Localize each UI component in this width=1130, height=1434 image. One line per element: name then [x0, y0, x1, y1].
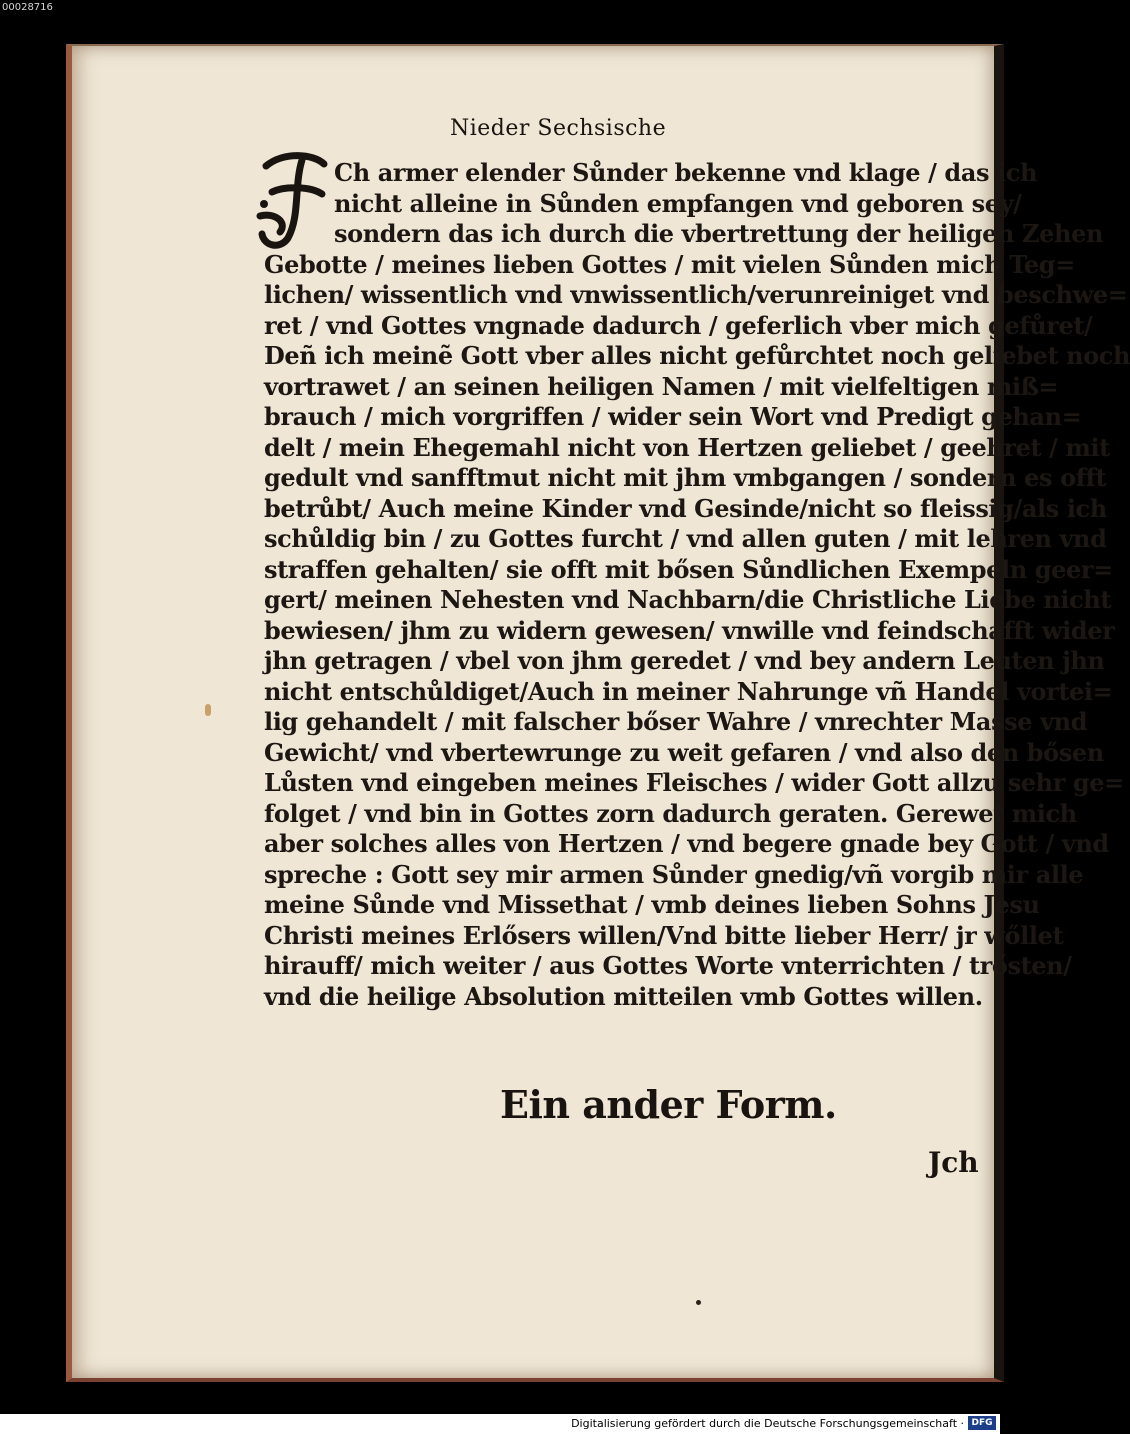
text-line: sondern das ich durch die vbertrettung der heiligen Zehen: [334, 219, 1104, 248]
text-line: vortrawet / an seinen heiligen Namen / mit vielfeltigen miß=: [264, 372, 1059, 401]
decorated-initial: [254, 146, 324, 254]
footer-bar: [0, 1414, 1000, 1434]
text-line: Lůsten vnd eingeben meines Fleisches / wider Gott allzu sehr ge=: [264, 768, 1124, 797]
text-line: nicht alleine in Sůnden empfangen vnd geboren sey/: [334, 189, 1022, 218]
text-line: aber solches alles von Hertzen / vnd begere gnade bey Gott / vnd: [264, 829, 1109, 858]
text-line: lig gehandelt / mit falscher bőser Wahre / vnrechter Masse vnd: [264, 707, 1088, 736]
text-line: jhn getragen / vbel von jhm geredet / vnd bey andern Leuten jhn: [264, 646, 1105, 675]
text-line: Deñ ich meinẽ Gott vber alles nicht gefůrchtet noch geliebet noch: [264, 341, 1130, 370]
text-line: hirauff/ mich weiter / aus Gottes Worte vnterrichten / trősten/: [264, 951, 1072, 980]
text-line: brauch / mich vorgriffen / wider sein Wort vnd Predigt gehan=: [264, 402, 1082, 431]
text-line: straffen gehalten/ sie offt mit bősen Sůndlichen Exempeln geer=: [264, 555, 1113, 584]
text-line: folget / vnd bin in Gottes zorn dadurch geraten. Gerewet mich: [264, 799, 1077, 828]
text-line: nicht entschůldiget/Auch in meiner Nahrunge vñ Handel vortei=: [264, 677, 1113, 706]
text-line: Gebotte / meines lieben Gottes / mit vielen Sůnden mich Teg=: [264, 250, 1075, 279]
scan-id: 00028716: [2, 2, 53, 13]
text-line: meine Sůnde vnd Missethat / vmb deines lieben Sohns Jesu: [264, 890, 1040, 919]
text-line: bewiesen/ jhm zu widern gewesen/ vnwille vnd feindschafft wider: [264, 616, 1115, 645]
paper-speck: [205, 704, 211, 716]
text-line: gedult vnd sanfftmut nicht mit jhm vmbgangen / sondern es offt: [264, 463, 1107, 492]
text-line: ret / vnd Gottes vngnade dadurch / geferlich vber mich gefůret/: [264, 311, 1093, 340]
section-heading: Ein ander Form.: [500, 1082, 837, 1127]
ink-dot: [696, 1300, 701, 1305]
text-line: spreche : Gott sey mir armen Sůnder gnedig/vñ vorgib mir alle: [264, 860, 1084, 889]
text-line: schůldig bin / zu Gottes furcht / vnd allen guten / mit lehren vnd: [264, 524, 1107, 553]
text-line: Christi meines Erlősers willen/Vnd bitte lieber Herr/ jr wőllet: [264, 921, 1064, 950]
text-line: lichen/ wissentlich vnd vnwissentlich/verunreiniget vnd beschwe=: [264, 280, 1128, 309]
running-head: Nieder Sechsische: [450, 116, 667, 141]
catchword: Jch: [928, 1146, 979, 1179]
text-line: vnd die heilige Absolution mitteilen vmb Gottes willen.: [264, 982, 983, 1011]
text-line: Gewicht/ vnd vbertewrunge zu weit gefaren / vnd also den bősen: [264, 738, 1104, 767]
footer-credit: Digitalisierung gefördert durch die Deutsche Forschungsgemeinschaft ·: [571, 1417, 964, 1430]
initial-flourish-icon: [254, 146, 334, 256]
text-line: Ch armer elender Sůnder bekenne vnd klage / das ich: [334, 158, 1038, 187]
text-line: delt / mein Ehegemahl nicht von Hertzen geliebet / geehret / mit: [264, 433, 1110, 462]
text-line: gert/ meinen Nehesten vnd Nachbarn/die Christliche Liebe nicht: [264, 585, 1112, 614]
text-line: betrůbt/ Auch meine Kinder vnd Gesinde/nicht so fleissig/als ich: [264, 494, 1107, 523]
dfg-logo: DFG: [968, 1416, 996, 1430]
